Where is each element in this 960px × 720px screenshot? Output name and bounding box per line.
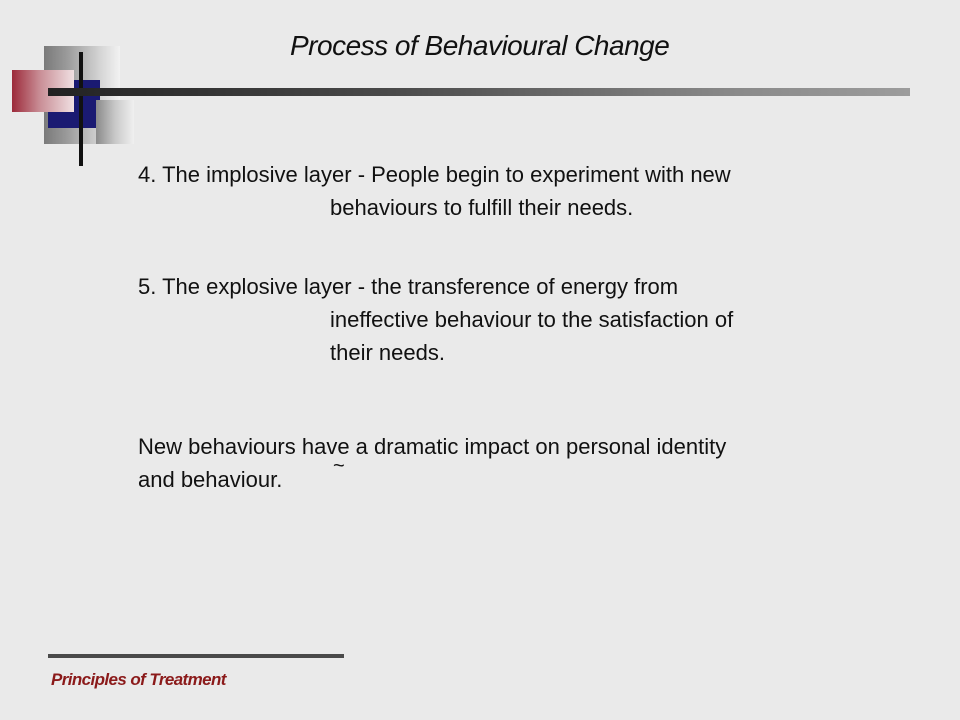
logo-gray-small-block xyxy=(96,100,134,144)
footer-label: Principles of Treatment xyxy=(51,670,226,689)
item-4-line-1: 4. The implosive layer - People begin to experiment with new xyxy=(138,162,731,187)
logo-vertical-line xyxy=(79,52,83,166)
item-5-line-1: 5. The explosive layer - the transference of energy from xyxy=(138,274,679,299)
title-underline-bar xyxy=(48,88,910,96)
footer-divider xyxy=(48,654,344,658)
item-5-line-2: ineffective behaviour to the satisfaction of xyxy=(330,307,734,332)
summary-line-1: New behaviours have a dramatic impact on personal identity xyxy=(138,434,727,459)
item-4-line-2: behaviours to fulfill their needs. xyxy=(330,195,634,220)
slide-title: Process of Behavioural Change xyxy=(290,30,670,61)
tilde-mark: ~ xyxy=(333,455,345,477)
summary-line-2: and behaviour. xyxy=(138,467,283,492)
item-5-line-3: their needs. xyxy=(330,340,445,365)
